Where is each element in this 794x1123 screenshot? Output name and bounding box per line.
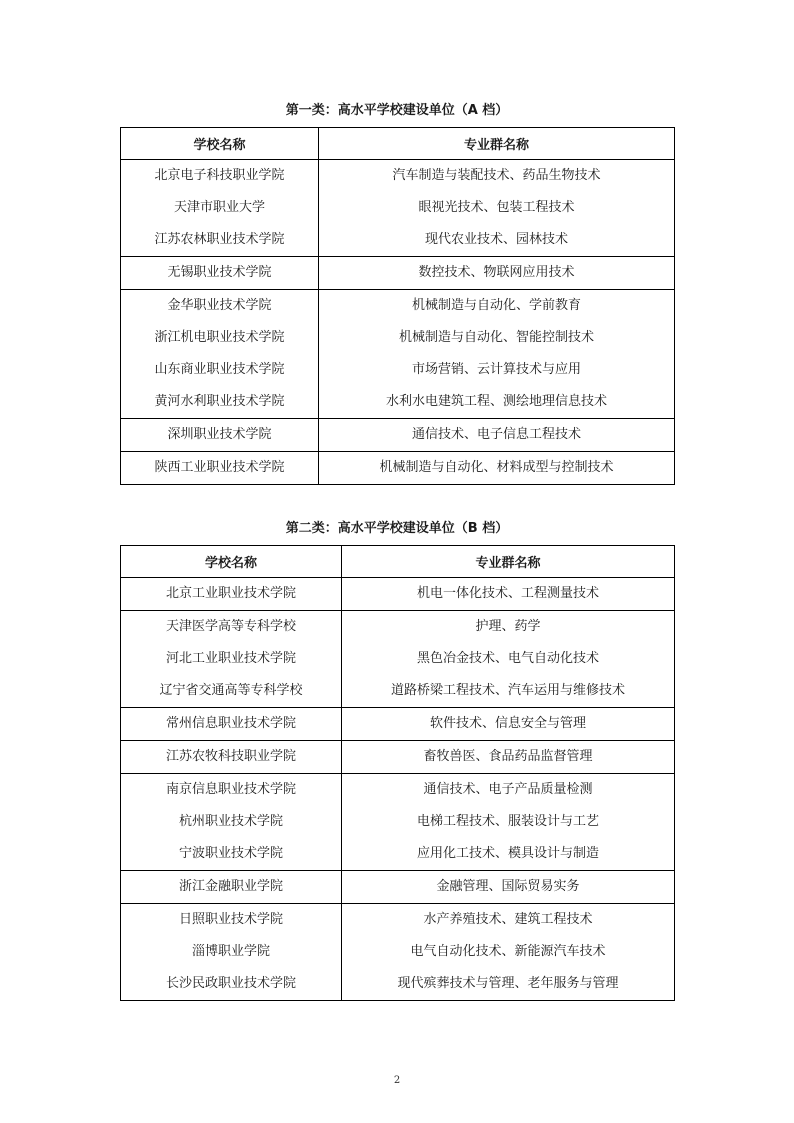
- major-group-name: 现代殡葬技术与管理、老年服务与管理: [397, 976, 619, 991]
- major-group-cell: [342, 904, 675, 1001]
- major-group-cell: [319, 290, 675, 419]
- major-group-name: 护理、药学: [475, 619, 541, 634]
- school-name: 淄博职业学院: [191, 944, 270, 959]
- school-name-cell: [121, 774, 342, 871]
- table-row-group: [121, 871, 675, 904]
- major-group-name: 机械制造与自动化、学前教育: [411, 298, 581, 313]
- major-group-name: 通信技术、电子信息工程技术: [411, 427, 581, 442]
- major-group-name: 黑色冶金技术、电气自动化技术: [416, 651, 599, 666]
- school-name: 辽宁省交通高等专科学校: [159, 683, 303, 698]
- school-name-cell: [121, 419, 319, 452]
- school-name-cell: [121, 741, 342, 774]
- major-group-name: 数控技术、物联网应用技术: [418, 265, 575, 280]
- school-name: 日照职业技术学院: [178, 912, 283, 927]
- major-group-cell: [319, 160, 675, 257]
- major-group-name: 机械制造与自动化、材料成型与控制技术: [379, 460, 614, 475]
- major-group-cell: [342, 708, 675, 741]
- major-group-name: 道路桥梁工程技术、汽车运用与维修技术: [390, 683, 625, 698]
- school-name-cell: [121, 290, 319, 419]
- header-major-group: 专业群名称: [319, 128, 675, 160]
- major-group-cell: [342, 774, 675, 871]
- section-title-b: 第二类：高水平学校建设单位（B 档）: [285, 521, 509, 536]
- major-group-cell: [319, 257, 675, 290]
- school-name: 无锡职业技术学院: [167, 265, 272, 280]
- page-number: 2: [393, 1075, 401, 1086]
- header-school-name: 学校名称: [121, 546, 342, 578]
- school-name-cell: [121, 708, 342, 741]
- table-row-group: [121, 611, 675, 708]
- school-name-cell: [121, 871, 342, 904]
- section-title-a: 第一类：高水平学校建设单位（A 档）: [285, 103, 509, 118]
- table-row-group: [121, 774, 675, 871]
- table-header-row: [121, 546, 675, 578]
- school-name: 北京工业职业技术学院: [165, 586, 296, 601]
- school-name-cell: [121, 160, 319, 257]
- major-group-name: 应用化工技术、模具设计与制造: [416, 846, 599, 861]
- school-name: 天津医学高等专科学校: [165, 619, 296, 634]
- table-row-group: [121, 257, 675, 290]
- school-name: 常州信息职业技术学院: [165, 716, 296, 731]
- major-group-name: 汽车制造与装配技术、药品生物技术: [392, 168, 601, 183]
- table-row-group: [121, 290, 675, 419]
- major-group-name: 机电一体化技术、工程测量技术: [416, 586, 599, 601]
- school-name: 天津市职业大学: [173, 200, 265, 215]
- school-name: 河北工业职业技术学院: [165, 651, 296, 666]
- school-name-cell: [121, 611, 342, 708]
- major-group-name: 软件技术、信息安全与管理: [429, 716, 586, 731]
- table-category-b: [120, 545, 675, 1001]
- major-group-name: 现代农业技术、园林技术: [424, 232, 568, 247]
- school-name: 浙江机电职业技术学院: [154, 330, 285, 345]
- school-name: 江苏农林职业技术学院: [154, 232, 285, 247]
- major-group-name: 通信技术、电子产品质量检测: [423, 782, 593, 797]
- header-school-name: 学校名称: [121, 128, 319, 160]
- school-name: 宁波职业技术学院: [178, 846, 283, 861]
- school-name-cell: [121, 452, 319, 485]
- major-group-cell: [319, 452, 675, 485]
- school-name-cell: [121, 578, 342, 611]
- school-name: 江苏农牧科技职业学院: [165, 749, 296, 764]
- school-name: 南京信息职业技术学院: [165, 782, 296, 797]
- school-name: 北京电子科技职业学院: [154, 168, 285, 183]
- table-row-group: [121, 741, 675, 774]
- table-row-group: [121, 419, 675, 452]
- school-name: 山东商业职业技术学院: [154, 362, 285, 377]
- major-group-name: 畜牧兽医、食品药品监督管理: [423, 749, 593, 764]
- major-group-name: 电梯工程技术、服装设计与工艺: [416, 814, 599, 829]
- major-group-name: 水产养殖技术、建筑工程技术: [423, 912, 593, 927]
- table-category-a: [120, 127, 675, 485]
- school-name: 长沙民政职业技术学院: [165, 976, 296, 991]
- school-name: 浙江金融职业学院: [178, 879, 283, 894]
- school-name: 杭州职业技术学院: [178, 814, 283, 829]
- major-group-name: 电气自动化技术、新能源汽车技术: [410, 944, 606, 959]
- major-group-cell: [342, 611, 675, 708]
- major-group-name: 水利水电建筑工程、测绘地理信息技术: [385, 394, 607, 409]
- major-group-name: 机械制造与自动化、智能控制技术: [398, 330, 594, 345]
- major-group-cell: [342, 871, 675, 904]
- major-group-cell: [319, 419, 675, 452]
- header-major-group: 专业群名称: [342, 546, 675, 578]
- school-name: 陕西工业职业技术学院: [154, 460, 285, 475]
- table-header-row: [121, 128, 675, 160]
- major-group-name: 市场营销、云计算技术与应用: [411, 362, 581, 377]
- table-row-group: [121, 160, 675, 257]
- table-row-group: [121, 904, 675, 1001]
- school-name-cell: [121, 257, 319, 290]
- major-group-cell: [342, 741, 675, 774]
- major-group-name: 金融管理、国际贸易实务: [436, 879, 580, 894]
- major-group-name: 眼视光技术、包装工程技术: [418, 200, 575, 215]
- table-row-group: [121, 452, 675, 485]
- school-name: 深圳职业技术学院: [167, 427, 272, 442]
- major-group-cell: [342, 578, 675, 611]
- table-row-group: [121, 578, 675, 611]
- school-name: 金华职业技术学院: [167, 298, 272, 313]
- table-row-group: [121, 708, 675, 741]
- school-name-cell: [121, 904, 342, 1001]
- school-name: 黄河水利职业技术学院: [154, 394, 285, 409]
